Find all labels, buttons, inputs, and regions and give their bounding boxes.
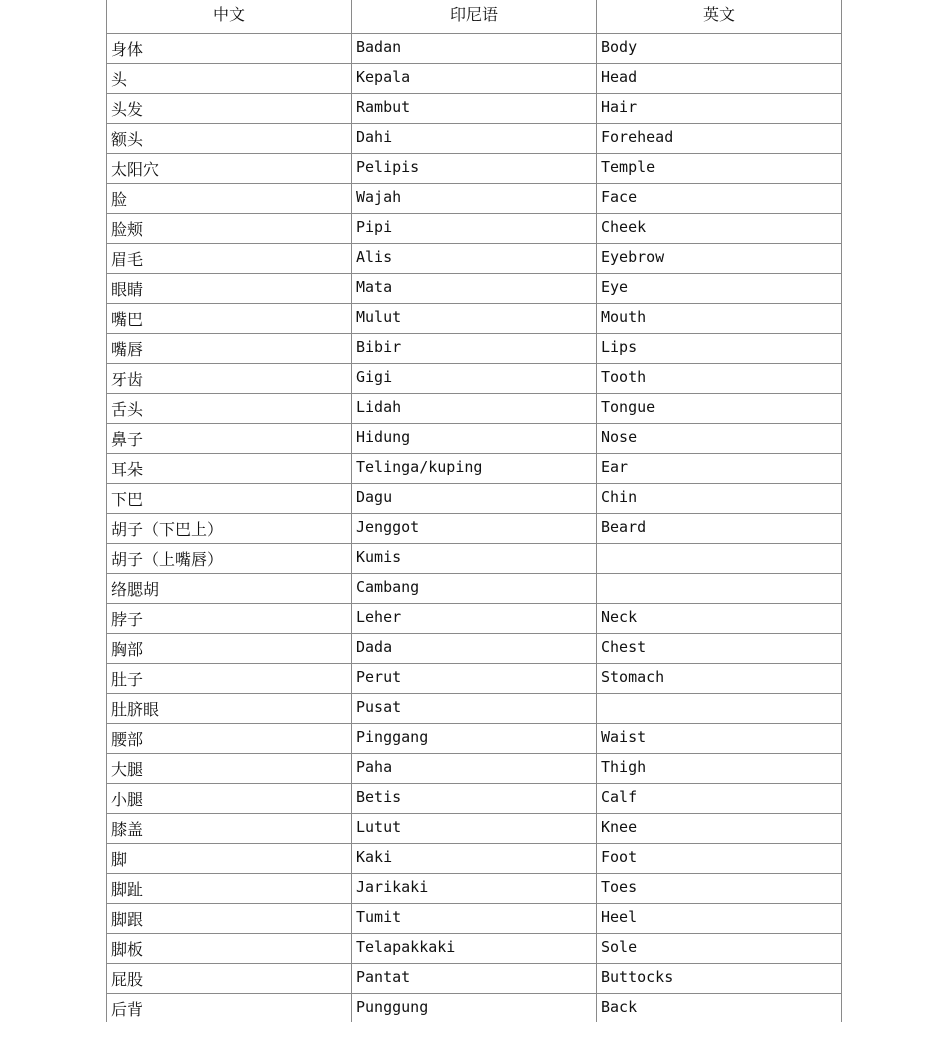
table-row — [107, 633, 842, 663]
cell-english: Waist — [597, 723, 842, 753]
cell-indonesian: Mulut — [352, 303, 597, 333]
cell-chinese: 下巴 — [107, 483, 352, 513]
cell-english: Knee — [597, 813, 842, 843]
cell-indonesian: Pusat — [352, 693, 597, 723]
table-row — [107, 603, 842, 633]
cell-indonesian: Kumis — [352, 543, 597, 573]
cell-chinese: 脚跟 — [107, 903, 352, 933]
cell-indonesian: Leher — [352, 603, 597, 633]
cell-chinese: 络腮胡 — [107, 573, 352, 603]
table-row — [107, 123, 842, 153]
table-row — [107, 213, 842, 243]
cell-english: Face — [597, 183, 842, 213]
table-body — [107, 33, 842, 1022]
table-row — [107, 813, 842, 843]
table-row — [107, 573, 842, 603]
cell-english: Chin — [597, 483, 842, 513]
cell-chinese: 腰部 — [107, 723, 352, 753]
cell-english: Cheek — [597, 213, 842, 243]
table-row — [107, 543, 842, 573]
table-row — [107, 93, 842, 123]
table-row — [107, 663, 842, 693]
cell-indonesian: Pipi — [352, 213, 597, 243]
cell-chinese: 脖子 — [107, 603, 352, 633]
table-row — [107, 273, 842, 303]
cell-indonesian: Alis — [352, 243, 597, 273]
vocabulary-table-container — [106, 0, 841, 1022]
table-row — [107, 63, 842, 93]
cell-indonesian: Lutut — [352, 813, 597, 843]
table-row — [107, 303, 842, 333]
cell-english: Chest — [597, 633, 842, 663]
cell-chinese: 牙齿 — [107, 363, 352, 393]
cell-indonesian: Jarikaki — [352, 873, 597, 903]
cell-english: Thigh — [597, 753, 842, 783]
table-row — [107, 243, 842, 273]
table-row — [107, 393, 842, 423]
cell-indonesian: Tumit — [352, 903, 597, 933]
cell-indonesian: Kepala — [352, 63, 597, 93]
table-row — [107, 753, 842, 783]
cell-chinese: 屁股 — [107, 963, 352, 993]
cell-english: Head — [597, 63, 842, 93]
table-row — [107, 153, 842, 183]
cell-english: Calf — [597, 783, 842, 813]
cell-indonesian: Rambut — [352, 93, 597, 123]
cell-chinese: 大腿 — [107, 753, 352, 783]
cell-chinese: 嘴唇 — [107, 333, 352, 363]
table-row — [107, 483, 842, 513]
cell-indonesian: Dahi — [352, 123, 597, 153]
cell-indonesian: Wajah — [352, 183, 597, 213]
table-row — [107, 963, 842, 993]
cell-english: Hair — [597, 93, 842, 123]
table-row — [107, 513, 842, 543]
cell-english — [597, 573, 842, 603]
cell-chinese: 肚子 — [107, 663, 352, 693]
cell-indonesian: Jenggot — [352, 513, 597, 543]
cell-indonesian: Pinggang — [352, 723, 597, 753]
header-chinese: 中文 — [107, 0, 352, 33]
cell-chinese: 额头 — [107, 123, 352, 153]
cell-indonesian: Paha — [352, 753, 597, 783]
table-row — [107, 363, 842, 393]
table-row — [107, 993, 842, 1022]
cell-indonesian: Kaki — [352, 843, 597, 873]
cell-chinese: 眼睛 — [107, 273, 352, 303]
cell-english: Eye — [597, 273, 842, 303]
cell-indonesian: Lidah — [352, 393, 597, 423]
cell-english: Buttocks — [597, 963, 842, 993]
cell-chinese: 嘴巴 — [107, 303, 352, 333]
table-row — [107, 423, 842, 453]
cell-chinese: 鼻子 — [107, 423, 352, 453]
cell-english: Sole — [597, 933, 842, 963]
table-row — [107, 873, 842, 903]
header-english: 英文 — [597, 0, 842, 33]
cell-indonesian: Betis — [352, 783, 597, 813]
cell-english: Neck — [597, 603, 842, 633]
cell-chinese: 胡子（上嘴唇） — [107, 543, 352, 573]
cell-chinese: 舌头 — [107, 393, 352, 423]
header-row — [107, 0, 842, 33]
cell-chinese: 脸颊 — [107, 213, 352, 243]
header-indonesian: 印尼语 — [352, 0, 597, 33]
table-row — [107, 333, 842, 363]
table-row — [107, 843, 842, 873]
cell-indonesian: Gigi — [352, 363, 597, 393]
cell-chinese: 胸部 — [107, 633, 352, 663]
cell-chinese: 耳朵 — [107, 453, 352, 483]
cell-english: Mouth — [597, 303, 842, 333]
cell-chinese: 脚 — [107, 843, 352, 873]
table-row — [107, 933, 842, 963]
cell-english: Ear — [597, 453, 842, 483]
cell-english: Tooth — [597, 363, 842, 393]
cell-indonesian: Perut — [352, 663, 597, 693]
cell-indonesian: Dada — [352, 633, 597, 663]
vocabulary-table — [106, 0, 842, 1022]
cell-english: Temple — [597, 153, 842, 183]
cell-indonesian: Badan — [352, 33, 597, 63]
table-row — [107, 453, 842, 483]
cell-indonesian: Telapakkaki — [352, 933, 597, 963]
table-row — [107, 783, 842, 813]
cell-chinese: 肚脐眼 — [107, 693, 352, 723]
cell-indonesian: Cambang — [352, 573, 597, 603]
cell-chinese: 脚趾 — [107, 873, 352, 903]
cell-chinese: 小腿 — [107, 783, 352, 813]
cell-english: Stomach — [597, 663, 842, 693]
cell-chinese: 眉毛 — [107, 243, 352, 273]
cell-chinese: 身体 — [107, 33, 352, 63]
cell-english: Toes — [597, 873, 842, 903]
cell-indonesian: Mata — [352, 273, 597, 303]
cell-indonesian: Pantat — [352, 963, 597, 993]
cell-indonesian: Telinga/kuping — [352, 453, 597, 483]
cell-english — [597, 543, 842, 573]
cell-chinese: 头发 — [107, 93, 352, 123]
cell-english — [597, 693, 842, 723]
cell-english: Beard — [597, 513, 842, 543]
cell-indonesian: Pelipis — [352, 153, 597, 183]
cell-indonesian: Hidung — [352, 423, 597, 453]
cell-chinese: 脚板 — [107, 933, 352, 963]
cell-english: Foot — [597, 843, 842, 873]
table-row — [107, 183, 842, 213]
cell-english: Eyebrow — [597, 243, 842, 273]
table-row — [107, 33, 842, 63]
cell-english: Heel — [597, 903, 842, 933]
cell-english: Lips — [597, 333, 842, 363]
cell-indonesian: Dagu — [352, 483, 597, 513]
table-row — [107, 903, 842, 933]
cell-chinese: 头 — [107, 63, 352, 93]
cell-english: Forehead — [597, 123, 842, 153]
cell-english: Nose — [597, 423, 842, 453]
cell-chinese: 胡子（下巴上） — [107, 513, 352, 543]
cell-indonesian: Bibir — [352, 333, 597, 363]
cell-english: Tongue — [597, 393, 842, 423]
cell-english: Body — [597, 33, 842, 63]
table-row — [107, 693, 842, 723]
cell-chinese: 太阳穴 — [107, 153, 352, 183]
cell-chinese: 脸 — [107, 183, 352, 213]
cell-chinese: 后背 — [107, 993, 352, 1022]
table-row — [107, 723, 842, 753]
cell-english: Back — [597, 993, 842, 1022]
cell-indonesian: Punggung — [352, 993, 597, 1022]
cell-chinese: 膝盖 — [107, 813, 352, 843]
